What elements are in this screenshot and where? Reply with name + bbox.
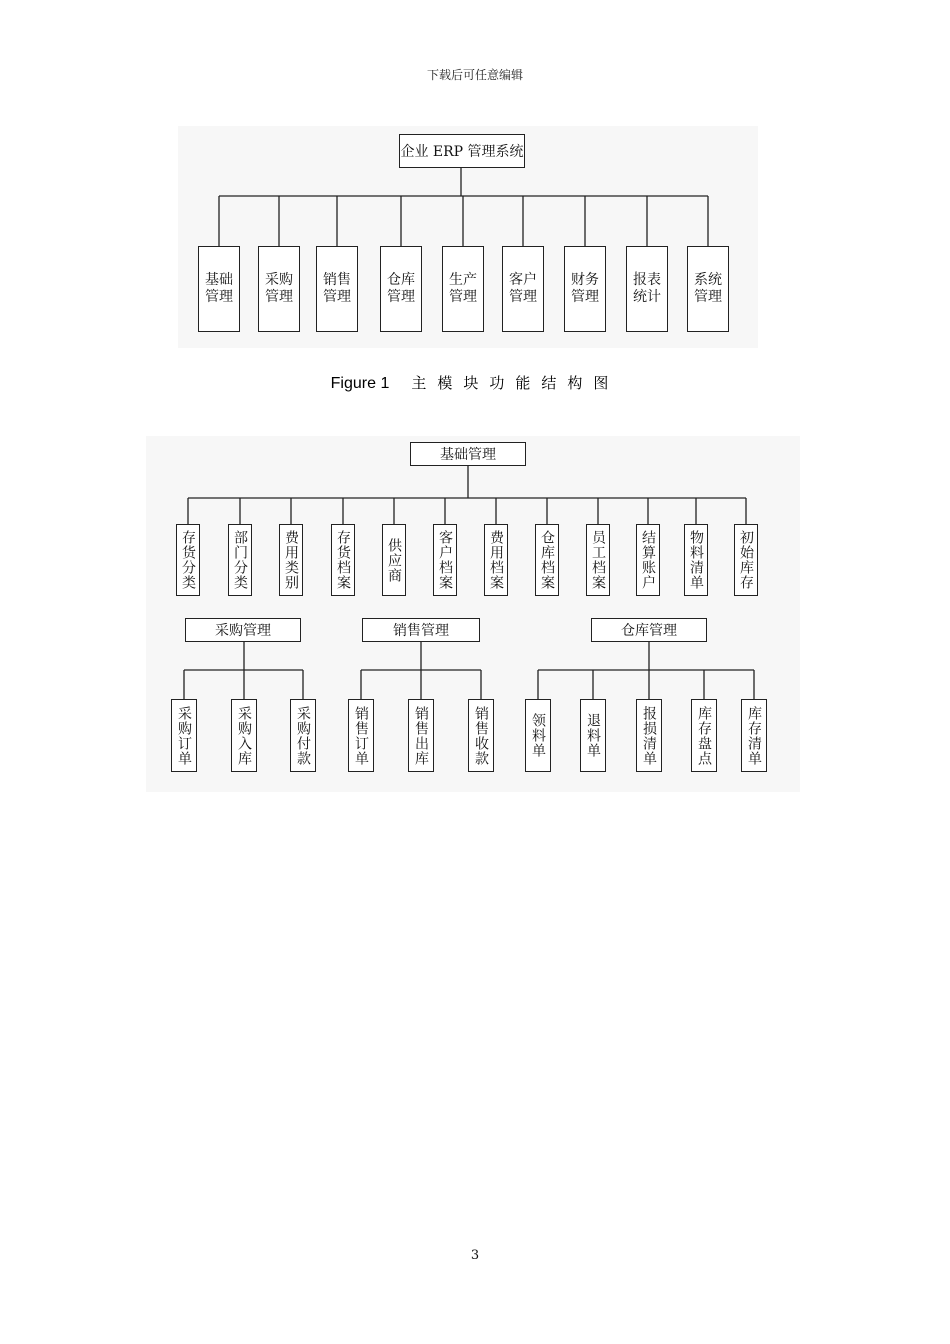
purchase-mgmt-node: 采购管理 <box>185 618 301 642</box>
page-number: 3 <box>470 1248 480 1263</box>
basic-item-node: 员工档案 <box>586 524 610 596</box>
warehouse-item-node: 库存盘点 <box>691 699 717 772</box>
basic-item-node: 存货档案 <box>331 524 355 596</box>
module-node: 报表 统计 <box>626 246 668 332</box>
module-node: 生产 管理 <box>442 246 484 332</box>
warehouse-item-node: 报损清单 <box>636 699 662 772</box>
basic-item-node: 仓库档案 <box>535 524 559 596</box>
module-node: 基础 管理 <box>198 246 240 332</box>
figure-1-diagram <box>178 126 758 348</box>
figure-2-diagram <box>146 436 800 792</box>
warehouse-item-node: 库存清单 <box>741 699 767 772</box>
header-note: 下载后可任意编辑 <box>426 68 523 82</box>
basic-item-node: 费用档案 <box>484 524 508 596</box>
purchase-item-node: 采购订单 <box>171 699 197 772</box>
module-node: 财务 管理 <box>564 246 606 332</box>
basic-item-node: 供应商 <box>382 524 406 596</box>
warehouse-mgmt-node: 仓库管理 <box>591 618 707 642</box>
basic-item-node: 客户档案 <box>433 524 457 596</box>
module-node: 销售 管理 <box>316 246 358 332</box>
caption-text: 主模块功能结构图 <box>411 374 620 392</box>
sales-item-node: 销售出库 <box>408 699 434 772</box>
basic-item-node: 部门分类 <box>228 524 252 596</box>
sales-item-node: 销售收款 <box>468 699 494 772</box>
figure-caption <box>0 372 950 393</box>
sales-mgmt-node: 销售管理 <box>362 618 480 642</box>
basic-item-node: 结算账户 <box>636 524 660 596</box>
module-node: 系统 管理 <box>687 246 729 332</box>
basic-item-node: 存货分类 <box>176 524 200 596</box>
sales-item-node: 销售订单 <box>348 699 374 772</box>
basic-mgmt-root-node: 基础管理 <box>410 442 526 466</box>
caption-label: Figure 1 <box>330 375 390 392</box>
module-node: 采购 管理 <box>258 246 300 332</box>
warehouse-item-node: 领料单 <box>525 699 551 772</box>
purchase-item-node: 采购入库 <box>231 699 257 772</box>
basic-item-node: 物料清单 <box>684 524 708 596</box>
basic-item-node: 费用类别 <box>279 524 303 596</box>
warehouse-item-node: 退料单 <box>580 699 606 772</box>
basic-item-node: 初始库存 <box>734 524 758 596</box>
purchase-item-node: 采购付款 <box>290 699 316 772</box>
module-node: 客户 管理 <box>502 246 544 332</box>
module-node: 仓库 管理 <box>380 246 422 332</box>
erp-root-node: 企业 ERP 管理系统 <box>399 134 525 168</box>
